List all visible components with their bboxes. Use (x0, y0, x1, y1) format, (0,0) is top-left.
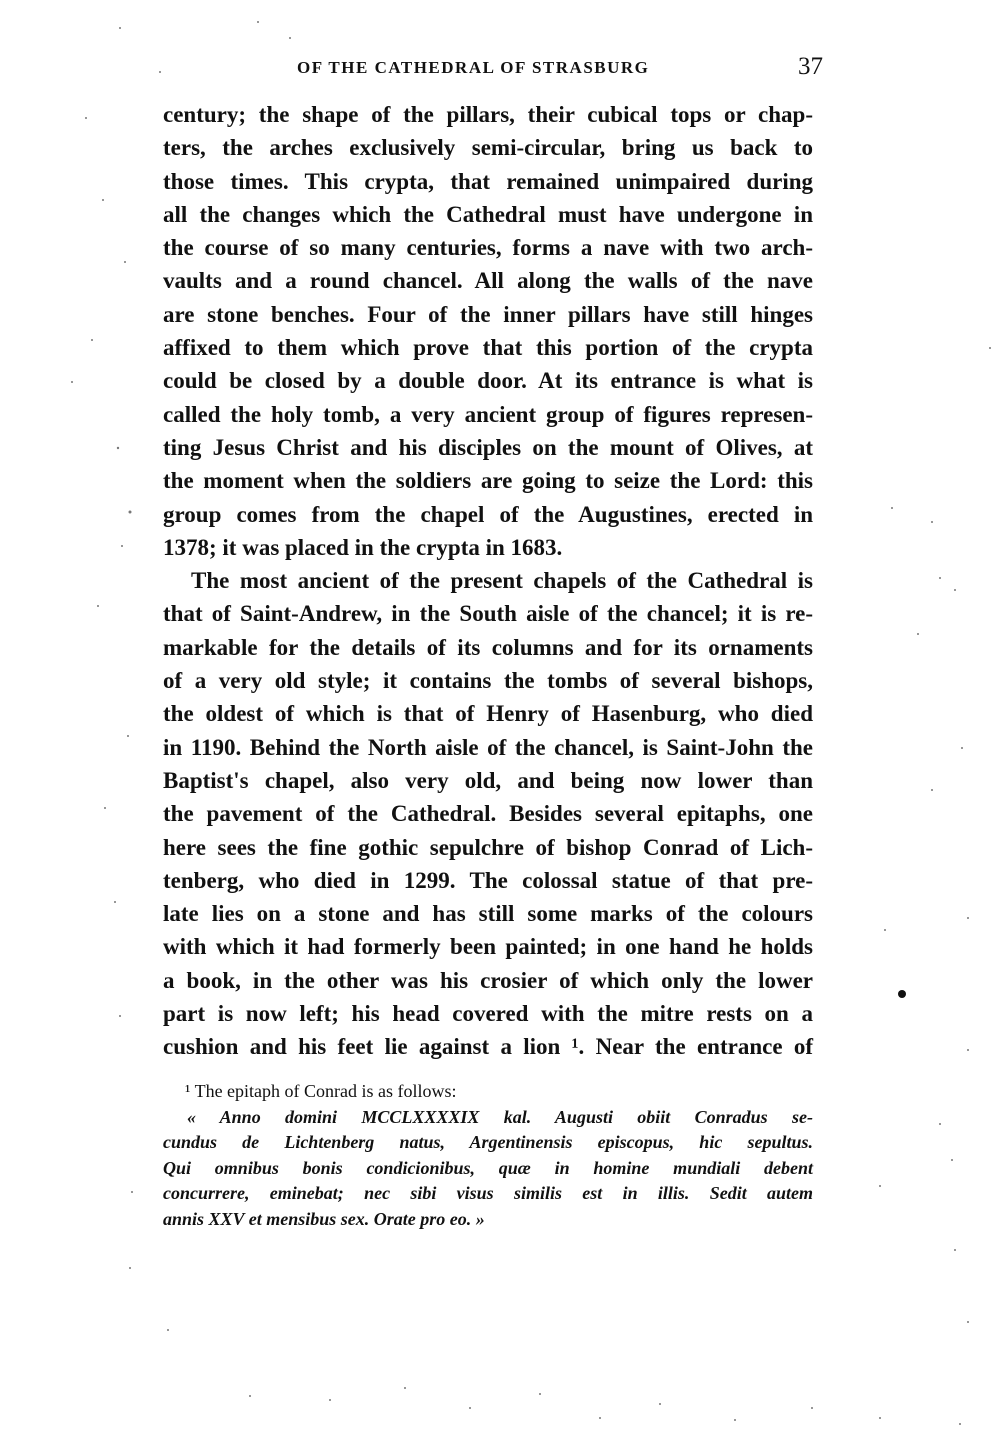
footnote-intro: ¹ The epitaph of Conrad is as follows: (185, 1081, 457, 1101)
text-line: tenberg, who died in 1299. The colossal statue of that pre- (163, 867, 813, 893)
page-number: 37 (798, 53, 823, 80)
footnote-line: Qui omnibus bonis condicionibus, quæ in homine mundiali debent (163, 1157, 813, 1178)
text-line: ting Jesus Christ and his disciples on the mount of Olives, at (163, 434, 813, 460)
text-line: Baptist's chapel, also very old, and being now lower than (163, 767, 813, 793)
footnote-line: cundus de Lichtenberg natus, Argentinensis episcopus, hic sepultus. (163, 1132, 813, 1152)
footnote (163, 1079, 813, 1232)
text-line: markable for the details of its columns and for its ornaments (163, 634, 813, 660)
text-line: a book, in the other was his crosier of which only the lower (163, 967, 813, 993)
text-line: the course of so many centuries, forms a nave with two arch- (163, 235, 813, 261)
text-line: the oldest of which is that of Henry of Hasenburg, who died (163, 701, 813, 727)
text-line: that of Saint-Andrew, in the South aisle of the chancel; it is re- (163, 601, 813, 627)
text-line: the moment when the soldiers are going to seize the Lord: this (163, 468, 813, 494)
text-line: in 1190. Behind the North aisle of the chancel, is Saint-John the (163, 734, 813, 760)
text-line: here sees the fine gothic sepulchre of bishop Conrad of Lich- (163, 834, 813, 860)
text-line: are stone benches. Four of the inner pillars have still hinges (163, 301, 813, 327)
footnote-line: annis XXV et mensibus sex. Orate pro eo. » (163, 1208, 485, 1229)
text-line: the pavement of the Cathedral. Besides several epitaphs, one (163, 801, 813, 827)
footnote-line: concurrere, eminebat; nec sibi visus similis est in illis. Sedit autem (163, 1183, 813, 1203)
text-line: group comes from the chapel of the Augustines, erected in (163, 501, 813, 527)
text-line: part is now left; his head covered with the mitre rests on a (163, 1001, 813, 1027)
text-line: late lies on a stone and has still some marks of the colours (163, 901, 813, 927)
text-line: affixed to them which prove that this portion of the crypta (163, 335, 813, 361)
text-line: century; the shape of the pillars, their cubical tops or chap- (163, 102, 813, 127)
running-title: OF THE CATHEDRAL OF STRASBURG (297, 58, 650, 77)
text-line: 1378; it was placed in the crypta in 1683. (163, 534, 563, 560)
text-line: ters, the arches exclusively semi-circular, bring us back to (163, 135, 813, 161)
text-line: cushion and his feet lie against a lion ¹. Near the entrance of (163, 1034, 813, 1060)
text-line: could be closed by a double door. At its entrance is what is (163, 368, 813, 394)
running-head (163, 55, 823, 85)
text-line: vaults and a round chancel. All along the walls of the nave (163, 268, 813, 294)
footnote-line: « Anno domini MCCLXXXXIX kal. Augusti obiit Conradus se- (187, 1106, 813, 1127)
text-line: The most ancient of the present chapels of the Cathedral is (191, 568, 813, 594)
text-line: those times. This crypta, that remained unimpaired during (163, 168, 813, 194)
body-text (163, 98, 813, 1064)
text-line: with which it had formerly been painted; in one hand he holds (163, 934, 813, 960)
text-line: called the holy tomb, a very ancient group of figures represen- (163, 401, 813, 427)
text-line: all the changes which the Cathedral must have undergone in (163, 201, 813, 227)
text-line: of a very old style; it contains the tombs of several bishops, (163, 668, 813, 694)
